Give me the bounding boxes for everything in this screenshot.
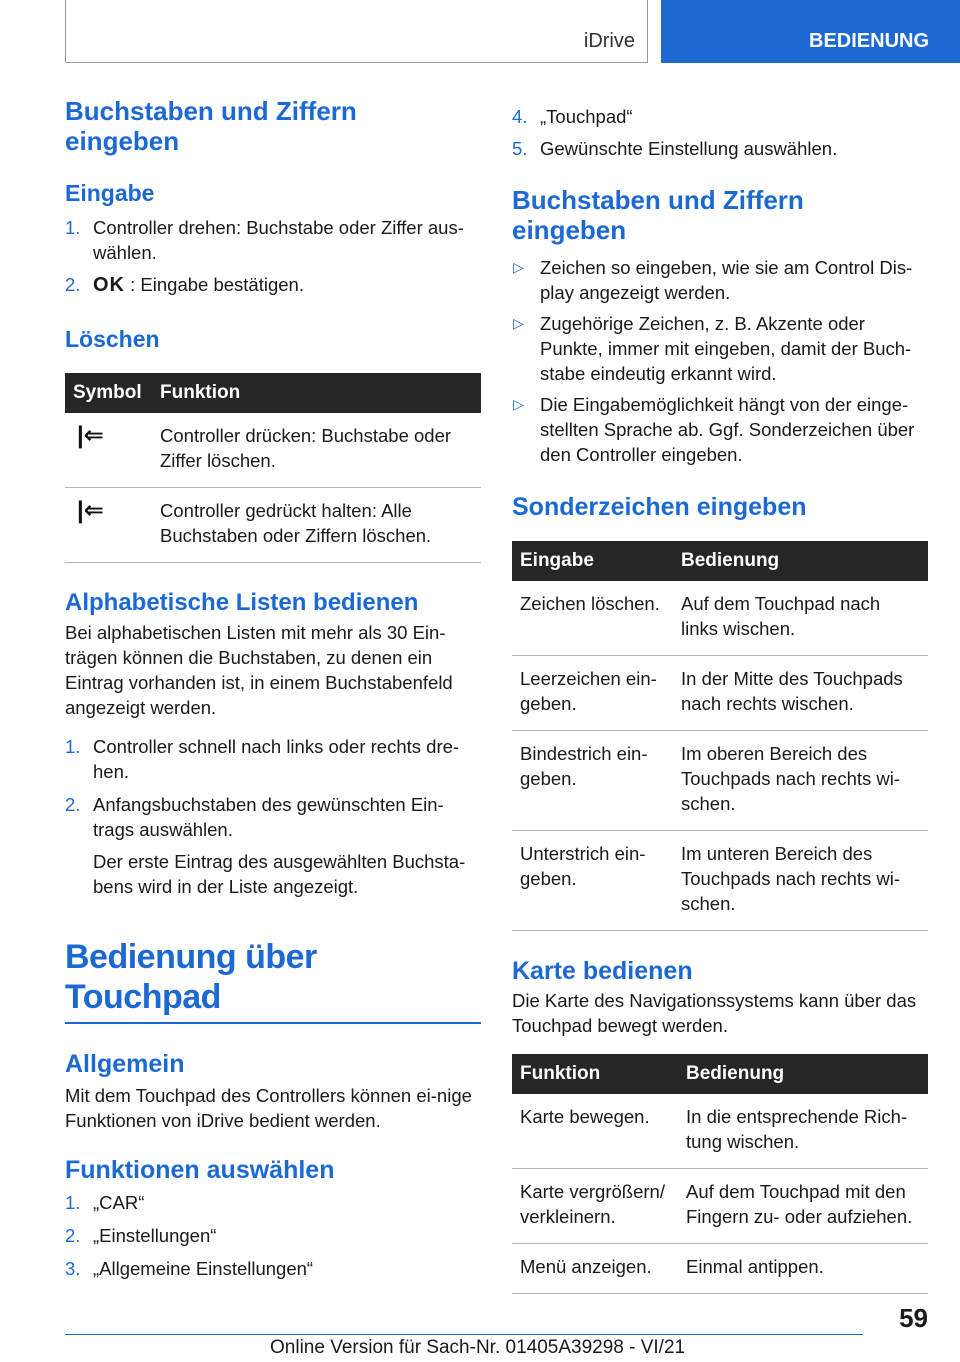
karte-table [512,1054,928,1294]
step-text: Anfangsbuchstaben des gewünschten Ein-trags auswählen. [93,794,444,840]
step-text: Controller schnell nach links oder rechts dre-hen. [93,736,460,782]
table-cell: Zeichen löschen. [512,581,673,656]
table-cell: Controller gedrückt halten: Alle Buchstaben oder Ziffern löschen. [152,488,481,563]
heading-eingabe: Eingabe [65,180,155,206]
table-header-bedienung: Bedienung [678,1054,928,1094]
step-number: 2. [65,794,81,815]
heading-allgemein: Allgemein [65,1050,185,1078]
step-number: 5. [512,138,528,159]
table-row [512,581,928,656]
table-cell: Unterstrich ein-geben. [512,831,673,931]
table-cell: Bindestrich ein-geben. [512,731,673,831]
hinweis-bullets [512,255,928,467]
table-cell: Einmal antippen. [678,1244,928,1294]
list-item [65,792,481,899]
table-cell: In der Mitte des Touchpads nach rechts wischen. [673,656,928,731]
loeschen-table [65,373,481,563]
table-header-funktion: Funktion [152,373,481,413]
delete-all-icon: |⇐ [65,488,152,563]
eingabe-steps [65,215,481,298]
left-column [65,96,481,1281]
table-cell: Karte vergrößern/ verkleinern. [512,1169,678,1244]
step-number: 4. [512,106,528,127]
right-column [512,104,928,1294]
header-chapter-tab [661,0,960,63]
table-cell: Im unteren Bereich des Touchpads nach rechts wi-schen. [673,831,928,931]
bullet-text: Die Eingabemöglichkeit hängt von der einge-stellten Sprache ab. Ggf. Sonderzeichen über den Controller eingeben. [540,394,915,465]
alpha-steps [65,734,481,899]
table-cell: Auf dem Touchpad nach links wischen. [673,581,928,656]
step-number: 2. [65,1225,81,1246]
step-number: 1. [65,217,81,238]
heading-karte-bedienen: Karte bedienen [512,957,693,985]
delete-char-icon: |⇐ [65,413,152,488]
list-item [512,392,928,467]
step-number: 1. [65,1192,81,1213]
triangle-bullet-icon: ▷ [513,259,524,275]
list-item [65,1190,481,1215]
step-text: Controller drehen: Buchstabe oder Ziffer aus-wählen. [93,217,464,263]
heading-buchstaben-ziffern: Buchstaben und Ziffern eingeben [65,96,357,156]
karte-paragraph: Die Karte des Navigationssystems kann über das Touchpad bewegt werden. [512,990,917,1036]
page-number: 59 [899,1303,928,1333]
bullet-text: Zeichen so eingeben, wie sie am Control Dis-play angezeigt werden. [540,257,913,303]
table-row [65,488,481,563]
triangle-bullet-icon: ▷ [513,396,524,412]
heading-sonderzeichen: Sonderzeichen eingeben [512,493,807,521]
list-item [512,104,928,129]
step-number: 1. [65,736,81,757]
table-row [512,831,928,931]
bullet-text: Zugehörige Zeichen, z. B. Akzente oder Punkte, immer mit eingeben, damit der Buch-stabe eindeutig erkannt wird. [540,313,912,384]
heading-funktionen-auswaehlen: Funktionen auswählen [65,1156,335,1184]
table-cell: Auf dem Touchpad mit den Fingern zu- oder aufziehen. [678,1169,928,1244]
sonderzeichen-table [512,541,928,931]
list-item [65,215,481,265]
list-item [512,311,928,386]
step-text: „Einstellungen“ [93,1225,217,1246]
ok-icon: OK [93,274,125,296]
alpha-paragraph: Bei alphabetischen Listen mit mehr als 30 Ein-trägen können die Buchstaben, zu denen ein Eintrag vorhanden ist, in einem Buchstabenfeld angezeigt werden. [65,622,453,718]
heading-buchstaben-ziffern-right: Buchstaben und Ziffern eingeben [512,185,804,245]
funktionen-steps-left [65,1190,481,1281]
table-cell: Controller drücken: Buchstabe oder Ziffer löschen. [152,413,481,488]
funktionen-steps-right [512,104,928,161]
list-item [65,1223,481,1248]
triangle-bullet-icon: ▷ [513,315,524,331]
list-item [512,136,928,161]
table-cell: Leerzeichen ein-geben. [512,656,673,731]
heading-alphabetische-listen: Alphabetische Listen bedienen [65,589,419,616]
step-text: „Allgemeine Einstellungen“ [93,1258,314,1279]
step-text: Gewünschte Einstellung auswählen. [540,138,838,159]
step-subtext: Der erste Eintrag des ausgewählten Buchsta-bens wird in der Liste angezeigt. [93,851,466,897]
list-item [65,734,481,784]
heading-loeschen: Löschen [65,326,160,352]
step-number: 3. [65,1258,81,1279]
table-row [512,1169,928,1244]
list-item [65,272,481,298]
table-row [512,731,928,831]
allgemein-paragraph: Mit dem Touchpad des Controllers können ei-nige Funktionen von iDrive bedient werden. [65,1085,472,1131]
table-cell: Menü anzeigen. [512,1244,678,1294]
table-header-funktion: Funktion [512,1054,678,1094]
list-item [512,255,928,305]
header-section-box [65,0,648,63]
footer-version-text: Online Version für Sach-Nr. 01405A39298 - VI/21 [270,1337,686,1358]
table-header-symbol: Symbol [65,373,152,413]
step-number: 2. [65,274,81,295]
table-header-eingabe: Eingabe [512,541,673,581]
footer-divider [65,1334,863,1335]
step-text: : Eingabe bestätigen. [130,274,304,295]
table-cell: In die entsprechende Rich-tung wischen. [678,1094,928,1169]
step-text: „Touchpad“ [540,106,633,127]
table-cell: Karte bewegen. [512,1094,678,1169]
table-row [512,656,928,731]
table-row [65,413,481,488]
table-cell: Im oberen Bereich des Touchpads nach rechts wi-schen. [673,731,928,831]
table-row [512,1094,928,1169]
table-row [512,1244,928,1294]
table-header-bedienung: Bedienung [673,541,928,581]
heading-bedienung-touchpad: Bedienung über Touchpad [65,937,481,1024]
list-item [65,1256,481,1281]
step-text: „CAR“ [93,1192,145,1213]
header-chapter-title: BEDIENUNG [809,30,930,52]
header-section-title: iDrive [583,30,635,52]
